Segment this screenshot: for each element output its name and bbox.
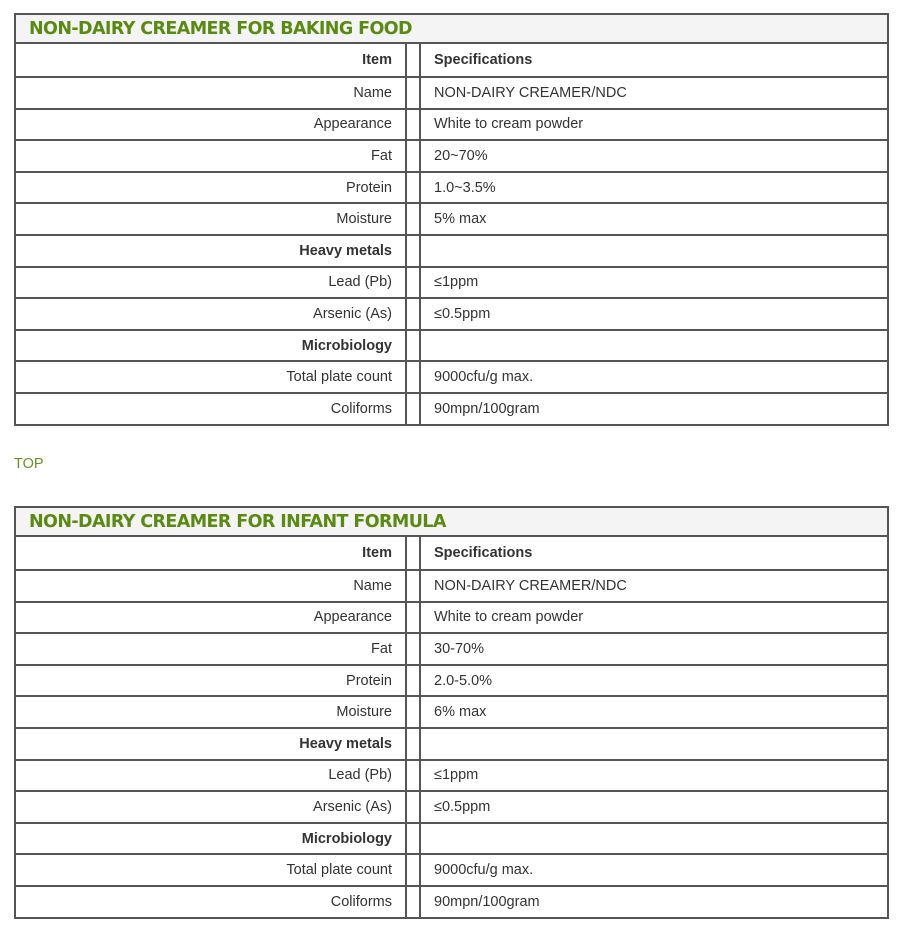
table-row: [16, 571, 887, 603]
item-label: Arsenic (As): [16, 792, 407, 822]
item-label: Arsenic (As): [16, 299, 407, 329]
item-label: Fat: [16, 634, 407, 664]
column-gap: [407, 824, 421, 854]
item-label: Appearance: [16, 603, 407, 633]
spec-value: White to cream powder: [434, 116, 584, 133]
item-label: Moisture: [16, 697, 407, 727]
column-gap: [407, 110, 421, 140]
column-gap: [407, 141, 421, 171]
item-label: Name: [16, 78, 407, 108]
section-heading: Heavy metals: [16, 236, 407, 266]
header-item: Item: [16, 44, 407, 76]
spec-value: 1.0~3.5%: [434, 179, 496, 196]
item-label: Name: [16, 571, 407, 601]
spec-value: NON-DAIRY CREAMER/NDC: [434, 577, 627, 594]
item-label: Total plate count: [16, 362, 407, 392]
column-gap: [407, 792, 421, 822]
item-label: Protein: [16, 666, 407, 696]
header-specifications: Specifications: [434, 545, 533, 561]
spec-value: 2.0-5.0%: [434, 672, 493, 689]
table-row: [16, 603, 887, 635]
column-gap: [407, 666, 421, 696]
table-row: [16, 110, 887, 142]
table-row: [16, 729, 887, 761]
item-label: Appearance: [16, 110, 407, 140]
section-heading: Microbiology: [16, 331, 407, 361]
header-item: Item: [16, 537, 407, 569]
table-title: NON-DAIRY CREAMER FOR INFANT FORMULA: [16, 508, 887, 537]
spec-value: 5% max: [434, 211, 487, 228]
table-row: [16, 666, 887, 698]
table-row: [16, 792, 887, 824]
table-row: [16, 268, 887, 300]
spec-value: [421, 824, 887, 854]
item-label: Protein: [16, 173, 407, 203]
spec-value: 6% max: [434, 704, 487, 721]
spec-value: 9000cfu/g max.: [434, 369, 534, 386]
table-row: [16, 394, 887, 424]
item-label: Lead (Pb): [16, 761, 407, 791]
spec-value: ≤0.5ppm: [434, 798, 491, 815]
column-gap: [407, 603, 421, 633]
spec-value: ≤0.5ppm: [434, 305, 491, 322]
table-row: [16, 824, 887, 856]
spec-value: ≤1ppm: [434, 274, 479, 291]
column-gap: [407, 204, 421, 234]
spec-value: White to cream powder: [434, 609, 584, 626]
table-row: [16, 236, 887, 268]
column-gap: [407, 571, 421, 601]
spec-value: 90mpn/100gram: [434, 400, 540, 417]
spec-value: 90mpn/100gram: [434, 893, 540, 910]
spec-table-infant-formula: [14, 506, 889, 919]
item-label: Lead (Pb): [16, 268, 407, 298]
top-link[interactable]: TOP: [14, 456, 44, 472]
header-specifications: Specifications: [434, 52, 533, 68]
section-heading: Microbiology: [16, 824, 407, 854]
spec-value: [421, 331, 887, 361]
table-row: [16, 697, 887, 729]
table-header-row: [16, 537, 887, 571]
spec-value: 20~70%: [434, 147, 488, 164]
column-gap: [407, 362, 421, 392]
column-gap: [407, 268, 421, 298]
spec-value: 30-70%: [434, 640, 484, 657]
item-label: Coliforms: [16, 394, 407, 424]
table-row: [16, 204, 887, 236]
item-label: Total plate count: [16, 855, 407, 885]
table-row: [16, 141, 887, 173]
column-gap: [407, 855, 421, 885]
section-heading: Heavy metals: [16, 729, 407, 759]
column-gap: [407, 634, 421, 664]
table-row: [16, 855, 887, 887]
column-gap: [407, 78, 421, 108]
column-gap: [407, 299, 421, 329]
table-row: [16, 362, 887, 394]
item-label: Moisture: [16, 204, 407, 234]
column-gap: [407, 697, 421, 727]
item-label: Coliforms: [16, 887, 407, 917]
column-gap: [407, 729, 421, 759]
table-row: [16, 78, 887, 110]
spec-table-baking-food: [14, 13, 889, 426]
table-title: NON-DAIRY CREAMER FOR BAKING FOOD: [16, 15, 887, 44]
table-row: [16, 331, 887, 363]
column-gap: [407, 887, 421, 917]
spec-value: [421, 729, 887, 759]
table-row: [16, 173, 887, 205]
table-row: [16, 887, 887, 917]
table-row: [16, 634, 887, 666]
column-gap: [407, 331, 421, 361]
column-gap: [407, 44, 421, 76]
spec-value: [421, 236, 887, 266]
column-gap: [407, 761, 421, 791]
table-row: [16, 761, 887, 793]
table-header-row: [16, 44, 887, 78]
column-gap: [407, 236, 421, 266]
spec-value: ≤1ppm: [434, 767, 479, 784]
column-gap: [407, 537, 421, 569]
item-label: Fat: [16, 141, 407, 171]
spec-value: 9000cfu/g max.: [434, 862, 534, 879]
column-gap: [407, 394, 421, 424]
spec-value: NON-DAIRY CREAMER/NDC: [434, 84, 627, 101]
table-row: [16, 299, 887, 331]
column-gap: [407, 173, 421, 203]
